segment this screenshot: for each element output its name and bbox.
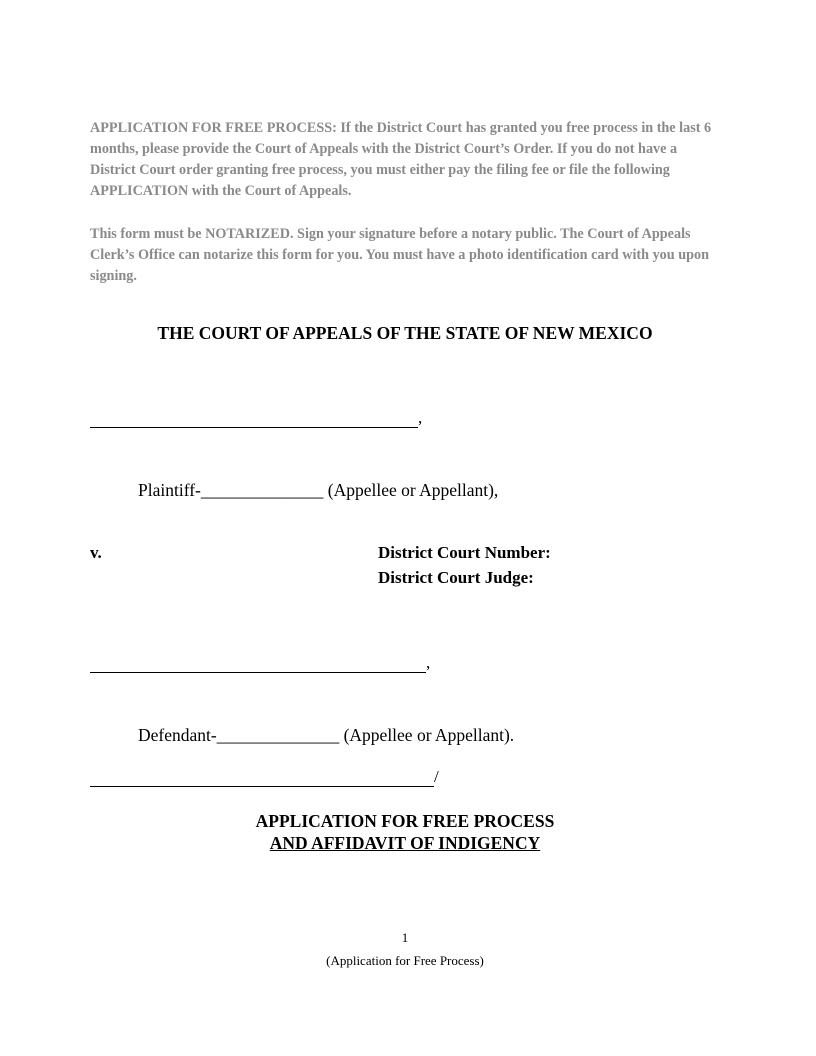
defendant-role-line: Defendant-______________ (Appellee or Appellant).: [138, 725, 515, 745]
plaintiff-name-comma: ,: [418, 408, 423, 427]
defendant-name-blank[interactable]: [90, 671, 426, 673]
document-title-line1: APPLICATION FOR FREE PROCESS: [255, 811, 555, 831]
defendant-name-comma: ,: [426, 653, 431, 672]
page-number: 1: [401, 930, 409, 945]
district-court-judge-label: District Court Judge:: [378, 568, 534, 587]
document-title-line2: AND AFFIDAVIT OF INDIGENCY: [269, 833, 541, 853]
caption-closing-slash: /: [434, 767, 439, 786]
instructions-free-process: APPLICATION FOR FREE PROCESS: If the District Court has granted you free process in the last 6 months, please provide the Court of Appeals with the District Court’s Order. If you do not have a District Court order granting free process, you must either pay the filing fee or file the following APPLICATION with the Court of Appeals.: [90, 120, 712, 199]
plaintiff-name-field[interactable]: [90, 408, 422, 428]
caption-closing-blank: [90, 770, 434, 787]
defendant-name-field[interactable]: [90, 653, 430, 673]
caption-closing-line: [90, 767, 439, 787]
district-court-number-label: District Court Number:: [378, 543, 551, 562]
court-title: THE COURT OF APPEALS OF THE STATE OF NEW MEXICO: [157, 323, 653, 343]
plaintiff-role-line: Plaintiff-______________ (Appellee or Appellant),: [138, 480, 499, 500]
versus-label: v.: [90, 543, 102, 562]
instructions-notarization: This form must be NOTARIZED. Sign your signature before a notary public. The Court of Appeals Clerk’s Office can notarize this form for you. You must have a photo identification card with you upon signing.: [90, 226, 709, 284]
footer-caption: (Application for Free Process): [326, 953, 484, 968]
plaintiff-name-blank[interactable]: [90, 426, 418, 428]
